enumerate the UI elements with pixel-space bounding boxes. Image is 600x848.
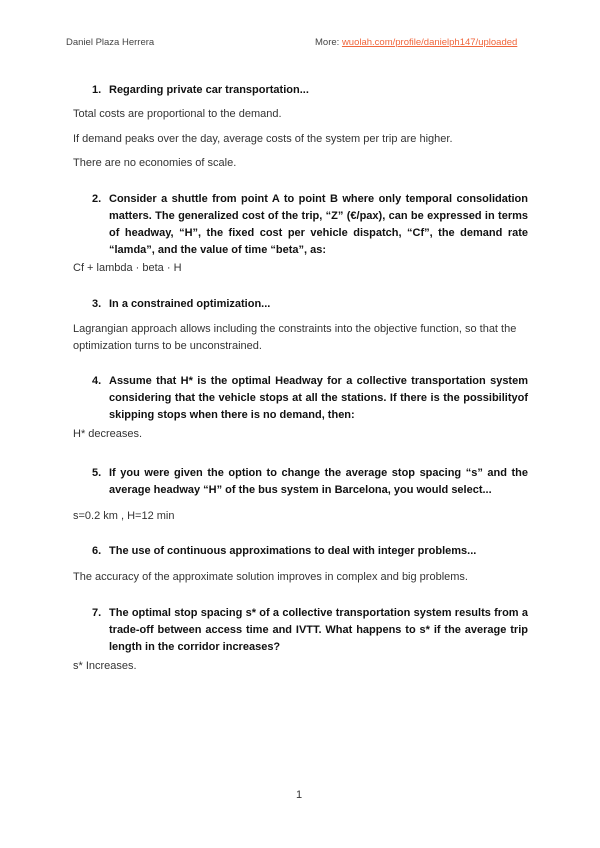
question-text: If you were given the option to change the average stop spacing “s” and the average headway “H” of the bus system in Barcelona, you would select... bbox=[109, 467, 528, 496]
page-number: 1 bbox=[296, 789, 303, 801]
question-number: 2. bbox=[92, 193, 102, 205]
header-author: Daniel Plaza Herrera bbox=[66, 37, 155, 48]
question-5 bbox=[92, 465, 528, 499]
answer: There are no economies of scale. bbox=[73, 157, 237, 169]
question-text: The optimal stop spacing s* of a collective transportation system results from a trade-off between access time and IVTT. What happens to s* if the average trip length in the corridor increases? bbox=[109, 607, 528, 653]
answer: Lagrangian approach allows including the constraints into the objective function, so that the optimization turns to be unconstrained. bbox=[73, 323, 517, 352]
answer: s* Increases. bbox=[73, 660, 137, 672]
answer: The accuracy of the approximate solution improves in complex and big problems. bbox=[73, 571, 468, 583]
question-text: The use of continuous approximations to deal with integer problems... bbox=[109, 545, 477, 557]
question-1 bbox=[92, 82, 528, 99]
question-text: In a constrained optimization... bbox=[109, 298, 271, 310]
question-text: Regarding private car transportation... bbox=[109, 84, 309, 96]
question-7 bbox=[92, 605, 528, 656]
answer: s=0.2 km , H=12 min bbox=[73, 510, 175, 522]
question-number: 6. bbox=[92, 545, 102, 557]
question-number: 5. bbox=[92, 467, 102, 479]
question-number: 1. bbox=[92, 84, 102, 96]
answer: H* decreases. bbox=[73, 428, 143, 440]
question-text: Consider a shuttle from point A to point B where only temporal consolidation matters. The generalized cost of the trip, “Z” (€/pax), can be expressed in terms of headway, “H”, the fixed cost per vehicle dispatch, “Cf”, the demand rate “lamda”, and the value of time “beta”, as: bbox=[109, 193, 528, 256]
answer: Total costs are proportional to the demand. bbox=[73, 108, 282, 120]
question-number: 4. bbox=[92, 375, 102, 387]
question-number: 3. bbox=[92, 298, 102, 310]
header-more bbox=[315, 37, 517, 48]
question-4 bbox=[92, 373, 528, 424]
answer: Cf + lambda · beta · H bbox=[73, 262, 182, 274]
question-2 bbox=[92, 191, 528, 259]
profile-link[interactable]: wuolah.com/profile/danielph147/uploaded bbox=[341, 37, 518, 48]
more-label: More: bbox=[315, 37, 340, 48]
question-3 bbox=[92, 296, 528, 313]
question-text: Assume that H* is the optimal Headway for a collective transportation system considering that the vehicle stops at all the stations. If there is the possibilityof skipping stops when there is no demand, then: bbox=[109, 375, 528, 421]
question-number: 7. bbox=[92, 607, 102, 619]
question-6 bbox=[92, 543, 528, 560]
answer: If demand peaks over the day, average costs of the system per trip are higher. bbox=[73, 133, 453, 145]
